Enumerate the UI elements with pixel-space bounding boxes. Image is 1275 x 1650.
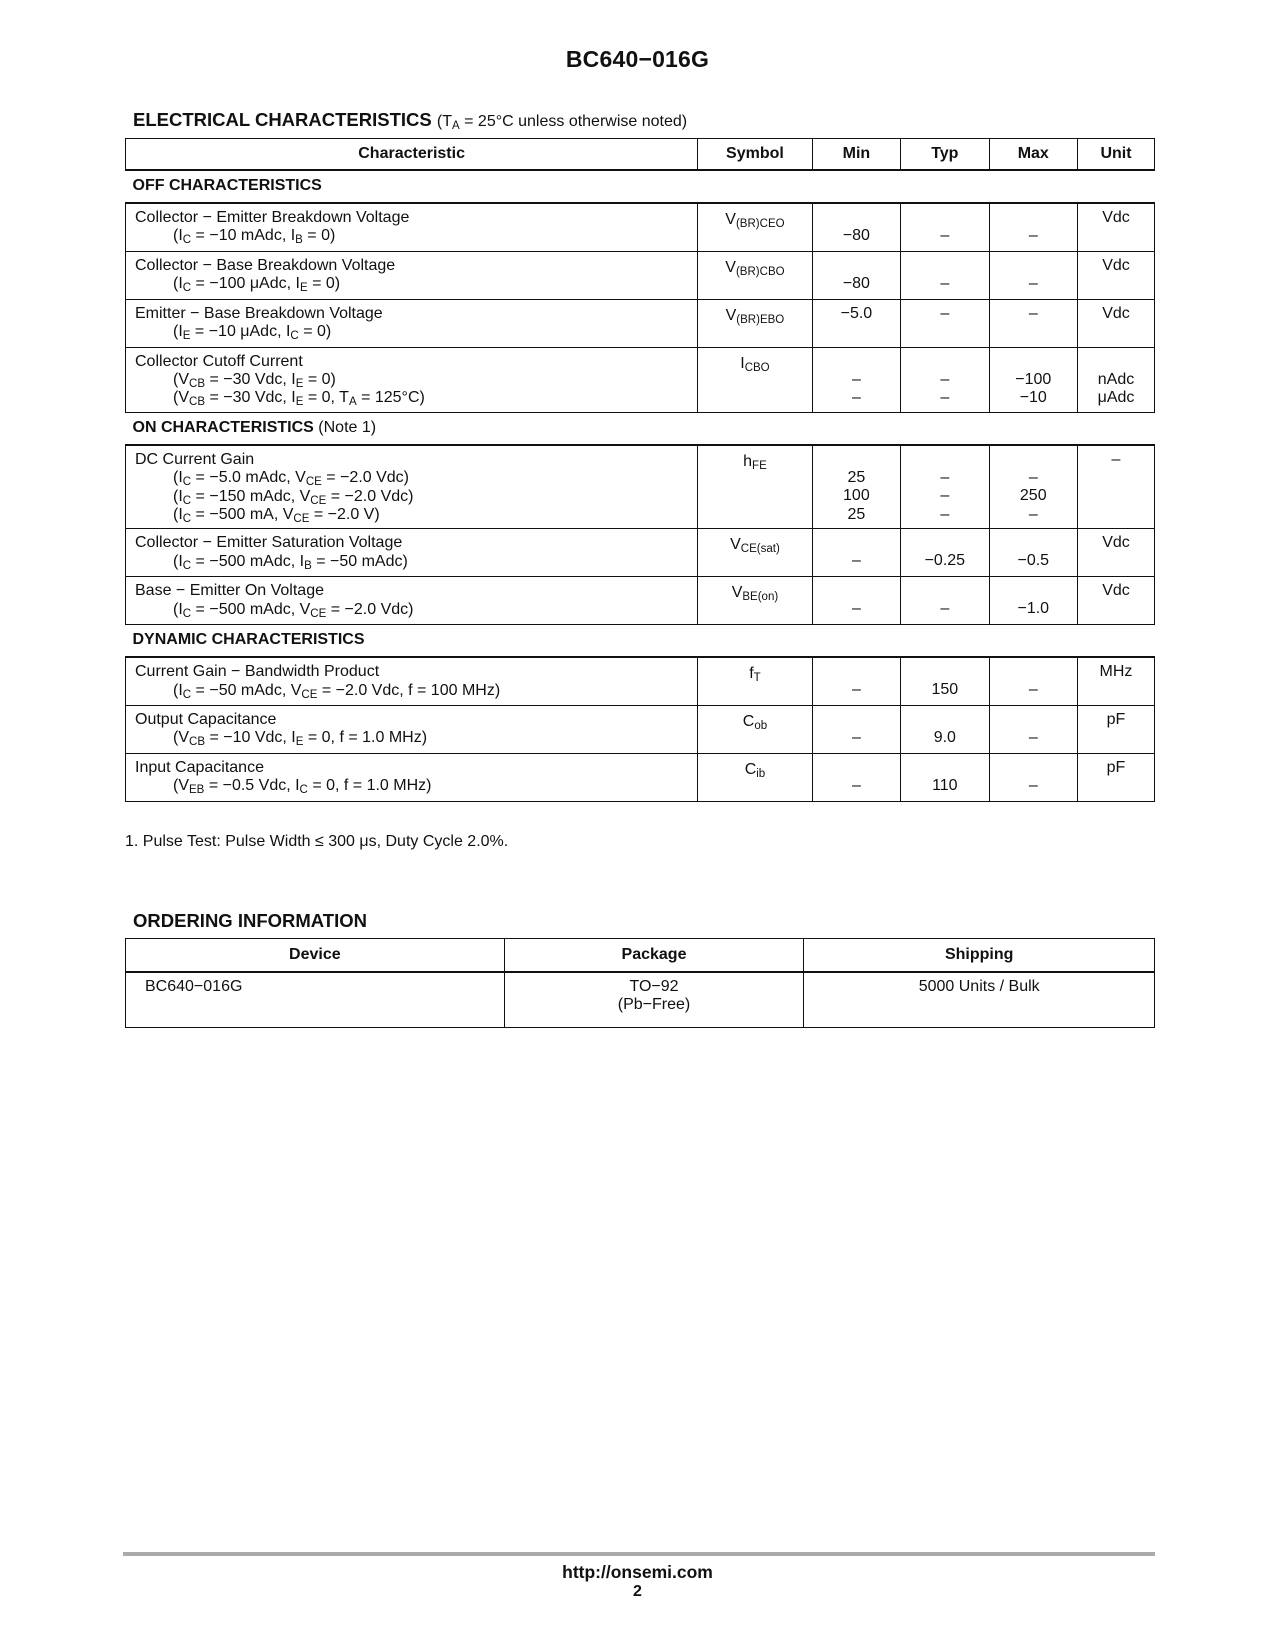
electrical-characteristics-table (125, 138, 1155, 802)
min-cell: 25 100 25 (812, 445, 900, 529)
test-condition: ($I_C = -50$ mAdc, $V_{CE} = -2.0$ Vdc, f = 100 MHz) (173, 681, 501, 701)
test-condition: ($I_C = -10$ mAdc, $I_B = 0$) (173, 227, 336, 247)
test-condition: ($V_{EB} = -0.5$ Vdc, $I_C = 0$, f = 1.0 MHz) (173, 777, 432, 797)
unit-cell: – (1077, 445, 1154, 529)
min-cell: – (812, 753, 900, 801)
test-condition: ($T_A = 25^\circ C$ unless otherwise noted) (436, 113, 688, 132)
footnote: 1. Pulse Test: Pulse Width ≤ 300 μs, Duty Cycle 2.0%. (125, 833, 509, 850)
page-title: BC640−016G (565, 46, 710, 72)
test-condition: ($I_C = -500$ mA, $V_{CE} = -2.0$ V) (173, 505, 380, 525)
unit-cell: pF (1077, 753, 1154, 801)
unit-cell: Vdc (1077, 577, 1154, 625)
test-condition: ($I_C = -5.0$ mAdc, $V_{CE} = -2.0$ Vdc) (173, 469, 410, 488)
min-cell: – (812, 705, 900, 753)
symbol-cell: $C_{ib}$ (698, 753, 812, 801)
device-cell: BC640−016G (126, 972, 505, 1028)
electrical-characteristics-heading (133, 109, 687, 131)
unit-cell: MHz (1077, 657, 1154, 705)
table-row (126, 753, 1155, 801)
table-row (126, 705, 1155, 753)
table-row (126, 972, 1155, 1028)
table-row (126, 529, 1155, 577)
max-cell: −100 −10 (989, 347, 1077, 412)
max-cell: – (989, 203, 1077, 251)
symbol-cell: $C_{ob}$ (698, 705, 812, 753)
max-cell: – (989, 657, 1077, 705)
col-min: Min (812, 139, 900, 171)
param-name: Output Capacitance (135, 710, 277, 728)
table-row (126, 203, 1155, 251)
ordering-information-heading: ORDERING INFORMATION (133, 910, 367, 931)
table-row (126, 657, 1155, 705)
typ-cell: 150 (901, 657, 989, 705)
max-cell: – (989, 705, 1077, 753)
min-cell: – (812, 657, 900, 705)
ordering-table (125, 938, 1155, 1028)
max-cell: – (989, 753, 1077, 801)
typ-cell: −0.25 (901, 529, 989, 577)
unit-cell: Vdc (1077, 299, 1154, 347)
on-characteristics-heading (126, 412, 1155, 445)
param-name: Current Gain − Bandwidth Product (135, 663, 380, 681)
footer-divider (123, 1552, 1155, 1556)
max-cell: – (989, 251, 1077, 299)
min-cell: – (812, 577, 900, 625)
col-max: Max (989, 139, 1077, 171)
unit-cell: Vdc (1077, 251, 1154, 299)
param-name: Collector Cutoff Current (135, 352, 303, 370)
param-name: Input Capacitance (135, 758, 264, 776)
symbol-cell: $V_{BE(on)}$ (698, 577, 812, 625)
typ-cell: – (901, 577, 989, 625)
symbol-cell: $f_T$ (698, 657, 812, 705)
table-header-row (126, 139, 1155, 171)
table-row (126, 445, 1155, 529)
param-name: Emitter − Base Breakdown Voltage (135, 304, 383, 322)
min-cell: −80 (812, 251, 900, 299)
max-cell: – 250 – (989, 445, 1077, 529)
test-condition: ($I_C = -100$ μAdc, $I_E = 0$) (173, 274, 341, 294)
table-row (126, 577, 1155, 625)
test-condition: ($I_C = -500$ mAdc, $V_{CE} = -2.0$ Vdc) (173, 600, 414, 620)
col-typ: Typ (901, 139, 989, 171)
symbol-cell: $h_{FE}$ (698, 445, 812, 529)
typ-cell: – – – (901, 445, 989, 529)
param-name: Collector − Emitter Saturation Voltage (135, 534, 403, 552)
page-number: 2 (633, 1583, 642, 1600)
col-characteristic: Characteristic (126, 139, 698, 171)
table-row (126, 347, 1155, 412)
unit-cell: Vdc (1077, 529, 1154, 577)
col-device: Device (126, 939, 505, 973)
typ-cell: – (901, 203, 989, 251)
col-unit: Unit (1077, 139, 1154, 171)
col-symbol: Symbol (698, 139, 812, 171)
unit-cell: Vdc (1077, 203, 1154, 251)
col-shipping: Shipping (804, 939, 1155, 973)
typ-cell: 110 (901, 753, 989, 801)
max-cell: −0.5 (989, 529, 1077, 577)
typ-cell: – (901, 251, 989, 299)
on-title: ON CHARACTERISTICS (132, 418, 314, 436)
col-package: Package (504, 939, 804, 973)
test-condition: ($V_{CB} = -30$ Vdc, $I_E = 0$, $T_A = 125^\circ C$) (173, 389, 425, 409)
symbol-cell: $I_{CBO}$ (698, 347, 812, 412)
test-condition: ($I_C = -150$ mAdc, $V_{CE} = -2.0$ Vdc) (173, 487, 414, 507)
note-ref: (Note 1) (318, 418, 377, 436)
unit-cell: nAdc μAdc (1077, 347, 1154, 412)
footer-link[interactable]: http://onsemi.com (562, 1562, 713, 1582)
param-name: Collector − Base Breakdown Voltage (135, 256, 396, 274)
min-cell: – – (812, 347, 900, 412)
test-condition: ($I_E = -10$ μAdc, $I_C = 0$) (173, 322, 332, 342)
off-characteristics-heading (126, 170, 1155, 203)
table-row (126, 251, 1155, 299)
max-cell: −1.0 (989, 577, 1077, 625)
section-title: ELECTRICAL CHARACTERISTICS (133, 109, 432, 130)
table-row (126, 299, 1155, 347)
symbol-cell: $V_{(BR)EBO}$ (698, 299, 812, 347)
symbol-cell: $V_{CE(sat)}$ (698, 529, 812, 577)
table-header-row (126, 939, 1155, 973)
shipping-cell: 5000 Units / Bulk (804, 972, 1155, 1028)
param-name: Base − Emitter On Voltage (135, 582, 324, 600)
symbol-cell: $V_{(BR)CBO}$ (698, 251, 812, 299)
test-condition: ($I_C = -500$ mAdc, $I_B = -50$ mAdc) (173, 552, 408, 572)
test-condition: ($V_{CB} = -10$ Vdc, $I_E = 0$, f = 1.0 MHz) (173, 729, 428, 749)
dynamic-characteristics-heading (126, 625, 1155, 658)
off-title: OFF CHARACTERISTICS (132, 177, 322, 194)
package-cell: TO−92 (Pb−Free) (504, 972, 804, 1028)
min-cell: −5.0 (812, 299, 900, 347)
typ-cell: 9.0 (901, 705, 989, 753)
param-name: Collector − Emitter Breakdown Voltage (135, 209, 410, 226)
min-cell: −80 (812, 203, 900, 251)
unit-cell: pF (1077, 705, 1154, 753)
dynamic-title: DYNAMIC CHARACTERISTICS (132, 631, 365, 649)
min-cell: – (812, 529, 900, 577)
param-name: DC Current Gain (135, 450, 255, 468)
typ-cell: – (901, 299, 989, 347)
symbol-cell: $V_{(BR)CEO}$ (698, 203, 812, 251)
test-condition: ($V_{CB} = -30$ Vdc, $I_E = 0$) (173, 370, 336, 390)
max-cell: – (989, 299, 1077, 347)
typ-cell: – – (901, 347, 989, 412)
